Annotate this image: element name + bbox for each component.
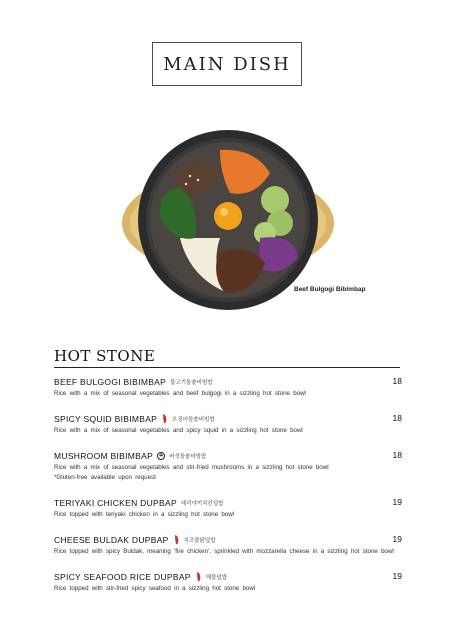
menu-item-description: Rice with a mix of seasonal vegetables and beef bulgogi in a sizzling hot stone bowl [54, 390, 306, 397]
menu-item-description: Rice topped with stir-fried spicy seafood in a sizzling hot stone bowl [54, 585, 256, 592]
menu-item-korean-name: 버섯돌솥비빔밥 [169, 454, 207, 460]
menu-item-korean-name: 치즈불닭덮밥 [183, 538, 216, 544]
chili-icon [161, 414, 168, 424]
menu-items-list [54, 376, 402, 608]
menu-item-name: TERIYAKI CHICKEN DUPBAP [54, 498, 177, 508]
menu-item-price: 19 [392, 497, 402, 507]
menu-title-box [152, 42, 302, 86]
menu-item-price: 18 [392, 413, 402, 423]
menu-title: MAIN DISH [163, 53, 291, 75]
menu-item-korean-name: 해물덮밥 [205, 575, 228, 581]
vegetarian-icon: ☘ [158, 453, 164, 459]
menu-item-price: 18 [392, 450, 402, 460]
menu-item-name: MUSHROOM BIBIMBAP [54, 451, 154, 461]
menu-item-korean-name: 오징어돌솥비빔밥 [172, 417, 215, 423]
menu-item-price: 19 [392, 534, 402, 544]
menu-item-korean-name: 불고기돌솥비빔밥 [170, 380, 213, 386]
menu-item-description: Rice topped with teriyaki chicken in a sizzling hot stone bowl [54, 511, 235, 518]
photo-caption: Beef Bulgogi Bibimbap [294, 286, 366, 293]
menu-item [54, 376, 402, 399]
chili-icon [195, 572, 202, 582]
menu-item-name: CHEESE BULDAK DUPBAP [54, 535, 169, 545]
menu-item-name: BEEF BULGOGI BIBIMBAP [54, 377, 167, 387]
section-divider [54, 367, 400, 368]
menu-item-note: *Gluten-free available upon request [54, 474, 156, 481]
menu-item-description: Rice with a mix of seasonal vegetables and spicy squid in a sizzling hot stone bowl [54, 427, 303, 434]
section-title: HOT STONE [54, 347, 156, 365]
egg-yolk [214, 202, 242, 230]
menu-item-name: SPICY SQUID BIBIMBAP [54, 414, 158, 424]
menu-item [54, 450, 402, 483]
menu-item [54, 571, 402, 594]
menu-item [54, 497, 402, 520]
menu-item-description: Rice topped with spicy Buldak, meaning 'fire chicken', sprinkled with mozzarella cheese in a sizzling hot stone bowl [54, 548, 394, 555]
menu-item [54, 413, 402, 436]
menu-item-price: 18 [392, 376, 402, 386]
menu-item-name: SPICY SEAFOOD RICE DUPBAP [54, 572, 191, 582]
menu-item-price: 19 [392, 571, 402, 581]
bibimbap-photo [120, 128, 336, 312]
chili-icon [173, 535, 180, 545]
menu-item [54, 534, 402, 557]
menu-item-description: Rice with a mix of seasonal vegetables and stir-fried mushrooms in a sizzling hot stone bowl [54, 464, 329, 471]
menu-item-korean-name: 데리야끼치킨덮밥 [180, 501, 224, 507]
